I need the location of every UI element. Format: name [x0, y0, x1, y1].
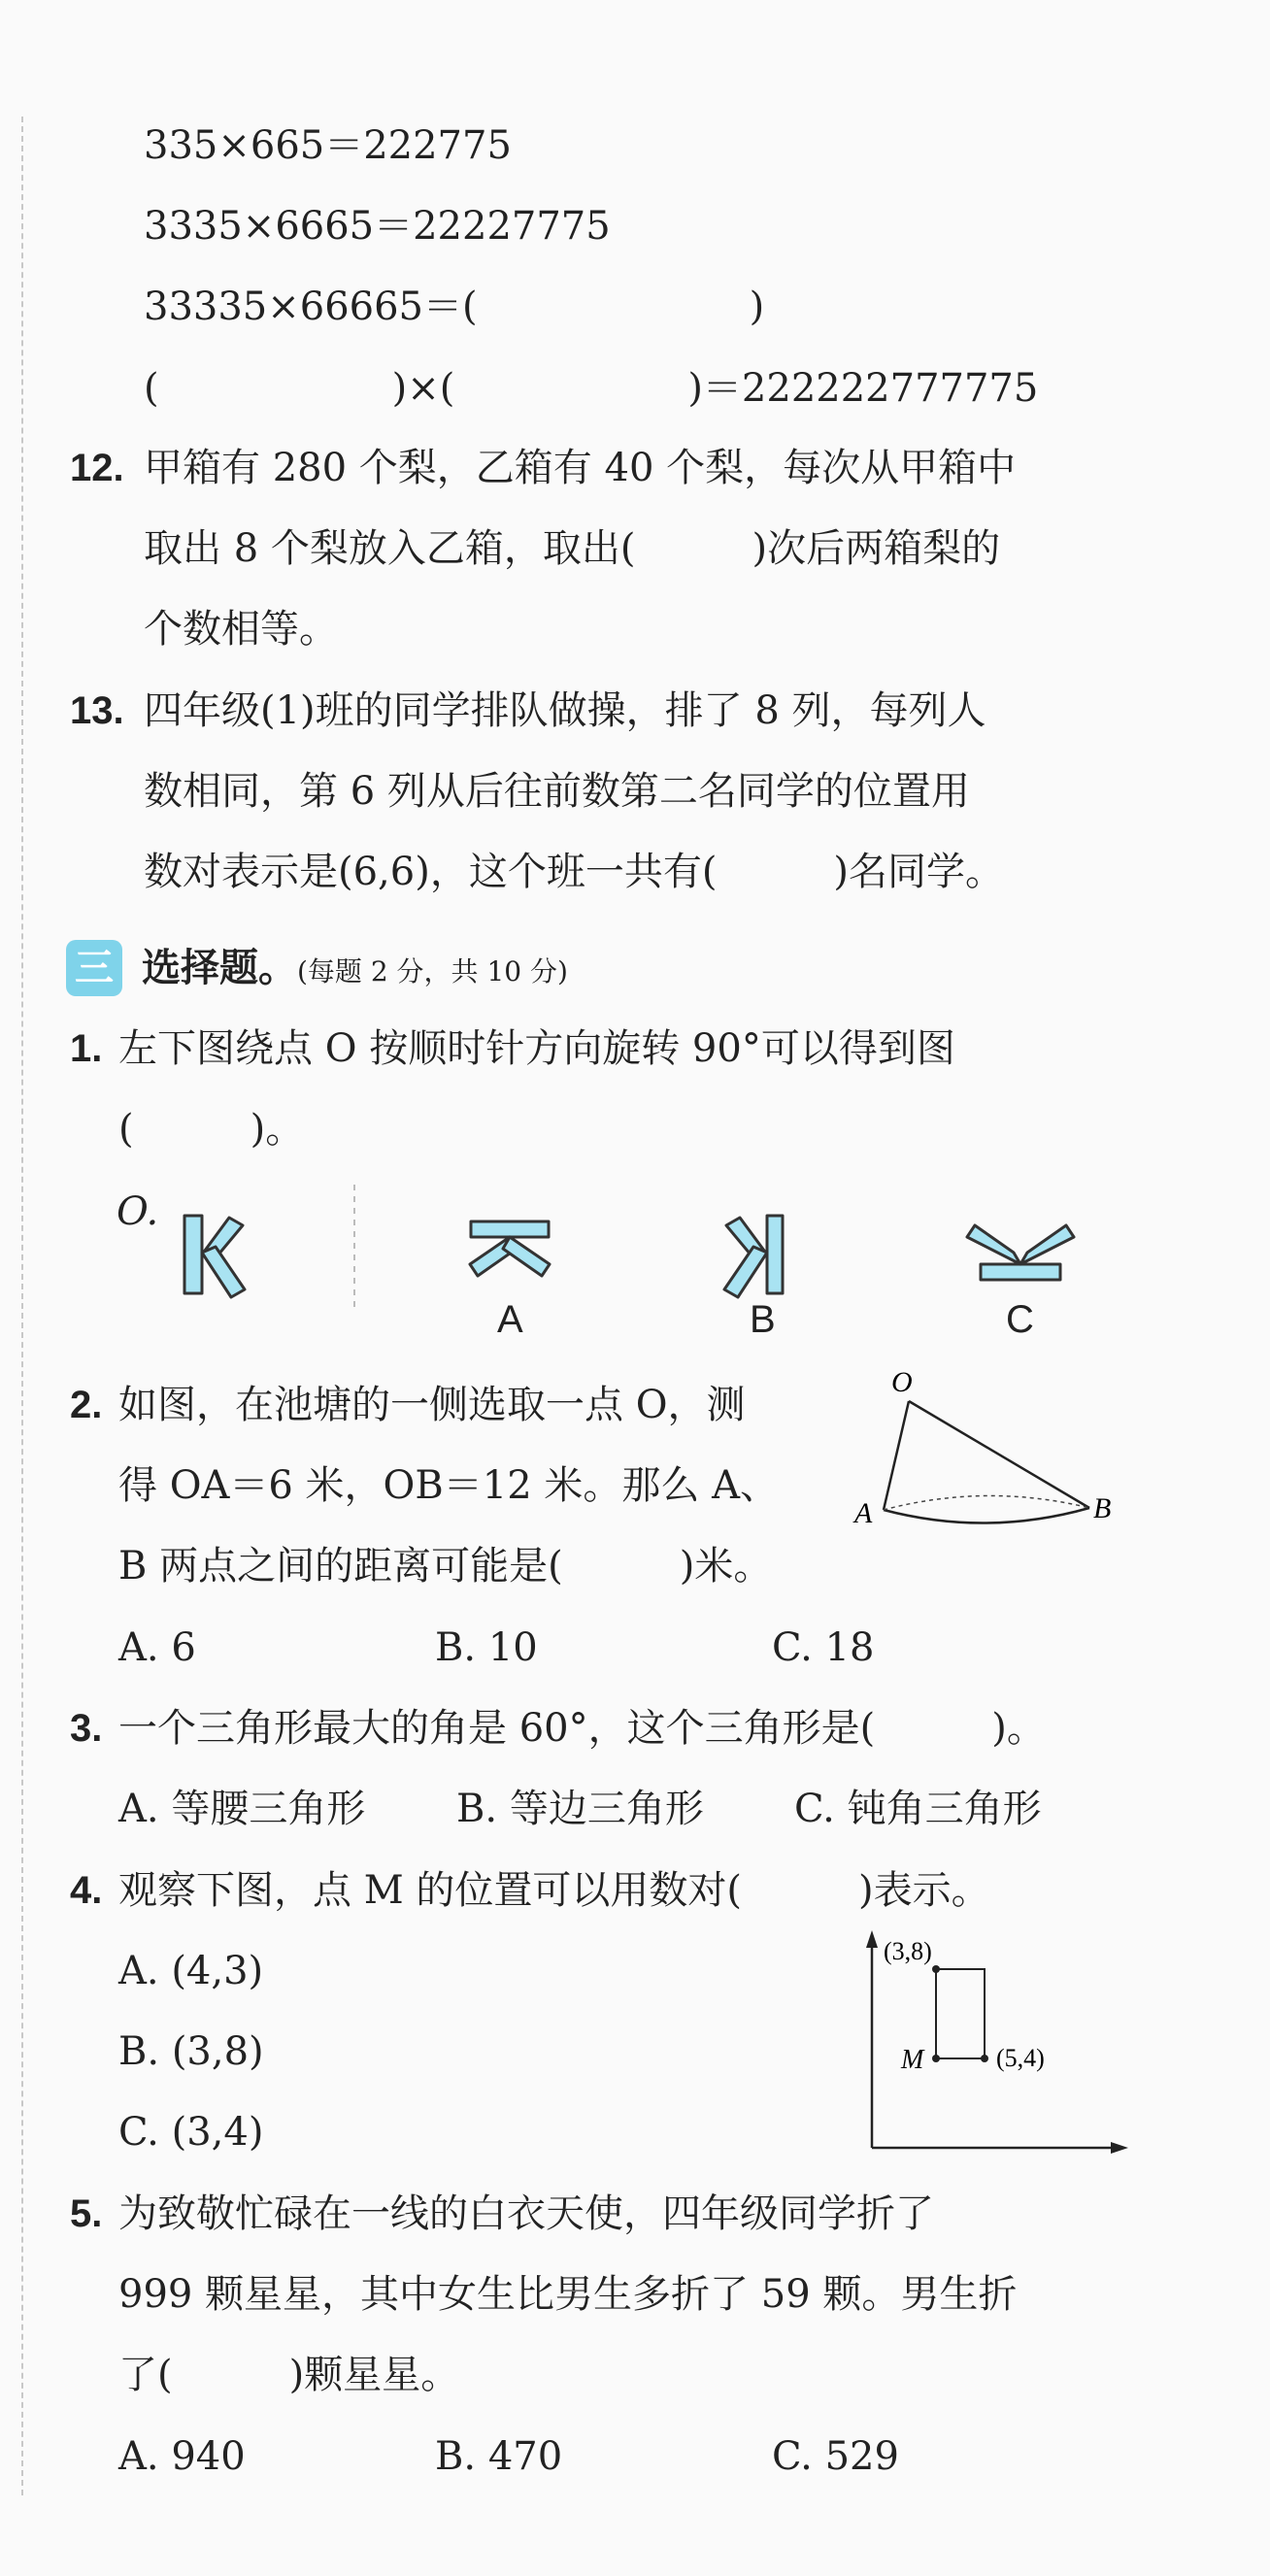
choice-5-line-3: 了( )颗星星。 — [118, 2353, 460, 2397]
choice-4-option-b: B. (3,8) — [118, 2029, 264, 2074]
question-13-number: 13. — [70, 689, 124, 732]
rectangle — [936, 1969, 985, 2058]
choice-5-number: 5. — [70, 2192, 103, 2235]
choice-1-line-2: ( )。 — [118, 1107, 305, 1152]
choice-2-option-b: B. 10 — [435, 1625, 538, 1670]
section-3-note: (每题 2 分，共 10 分) — [297, 955, 568, 987]
point-top — [932, 1965, 940, 1973]
y-axis-arrow — [866, 1930, 878, 1948]
choice-2-option-c: C. 18 — [772, 1625, 875, 1670]
option-c-shape — [967, 1225, 1074, 1280]
pattern-line-3: 33335×66665＝( ) — [144, 284, 765, 329]
choice-2-line-3: B 两点之间的距离可能是( )米。 — [118, 1544, 773, 1589]
point-right — [981, 2055, 988, 2062]
choice-1-line-1: 左下图绕点 O 按顺时针方向旋转 90°可以得到图 — [118, 1026, 955, 1071]
choice-5-option-b: B. 470 — [435, 2434, 563, 2479]
choice-1-number: 1. — [70, 1027, 103, 1070]
choice-2-number: 2. — [70, 1384, 103, 1426]
figure-label-b: B — [750, 1298, 776, 1341]
section-3-title: 选择题。 — [142, 946, 297, 990]
option-a-shape — [470, 1221, 550, 1276]
choice-2-line-2: 得 OA＝6 米，OB＝12 米。那么 A、 — [118, 1463, 779, 1508]
choice-3-option-b: B. 等边三角形 — [456, 1787, 704, 1831]
pond-front-arc — [884, 1508, 1089, 1523]
pattern-line-4: ( )×( )＝222222777775 — [144, 366, 1039, 411]
choice-2-line-1: 如图，在池塘的一侧选取一点 O，测 — [118, 1383, 746, 1427]
choice-3-line-1: 一个三角形最大的角是 60°，这个三角形是( )。 — [118, 1706, 1046, 1751]
question-12-line-2: 取出 8 个梨放入乙箱，取出( )次后两箱梨的 — [144, 526, 1001, 571]
original-k-shape — [184, 1216, 245, 1297]
segment-ob — [909, 1401, 1089, 1508]
label-a: A — [854, 1497, 873, 1529]
choice-2-option-a: A. 6 — [118, 1625, 196, 1670]
question-12-line-1: 甲箱有 280 个梨，乙箱有 40 个梨，每次从甲箱中 — [144, 446, 1017, 490]
pond-back-arc — [884, 1495, 1089, 1510]
choice-4-option-a: A. (4,3) — [118, 1949, 264, 1993]
choice-4-line-1: 观察下图，点 M 的位置可以用数对( )表示。 — [118, 1868, 990, 1913]
question-13-line-3: 数对表示是(6,6)，这个班一共有( )名同学。 — [144, 850, 1005, 894]
label-o: O — [891, 1366, 913, 1398]
choice-3-option-a: A. 等腰三角形 — [118, 1787, 366, 1831]
choice-3-number: 3. — [70, 1707, 103, 1750]
label-m: M — [901, 2045, 924, 2075]
choice-5-option-a: A. 940 — [118, 2434, 246, 2479]
pattern-line-2: 3335×6665＝22227775 — [144, 204, 611, 249]
question-12-number: 12. — [70, 447, 124, 489]
pattern-line-1: 335×665＝222775 — [144, 123, 512, 168]
section-3-heading — [142, 946, 568, 990]
section-3-badge: 三 — [66, 940, 122, 996]
option-b-shape — [724, 1216, 783, 1297]
question-13-line-1: 四年级(1)班的同学排队做操，排了 8 列，每列人 — [144, 688, 986, 733]
figure-label-c: C — [1006, 1298, 1034, 1341]
pond-diagram — [845, 1364, 1136, 1544]
choice-5-line-1: 为致敬忙碌在一线的白衣天使，四年级同学折了 — [118, 2191, 934, 2236]
label-b: B — [1093, 1492, 1112, 1524]
coordinate-diagram — [854, 1923, 1136, 2165]
choice-4-number: 4. — [70, 1869, 103, 1912]
segment-oa — [884, 1401, 909, 1510]
point-m — [932, 2055, 940, 2062]
question-12-line-3: 个数相等。 — [144, 607, 338, 652]
question-13-line-2: 数相同，第 6 列从后往前数第二名同学的位置用 — [144, 769, 970, 814]
choice-5-line-2: 999 颗星星，其中女生比男生多折了 59 颗。男生折 — [118, 2272, 1018, 2317]
choice-5-option-c: C. 529 — [772, 2434, 899, 2479]
choice-3-option-c: C. 钝角三角形 — [794, 1787, 1042, 1831]
rotation-figures — [0, 1175, 1270, 1350]
rotation-point-label: O. — [117, 1189, 159, 1234]
label-top-point: (3,8) — [884, 1937, 932, 1965]
x-axis-arrow — [1111, 2142, 1128, 2154]
figure-label-a: A — [497, 1298, 523, 1341]
label-right-point: (5,4) — [996, 2044, 1045, 2072]
choice-4-option-c: C. (3,4) — [118, 2110, 264, 2155]
